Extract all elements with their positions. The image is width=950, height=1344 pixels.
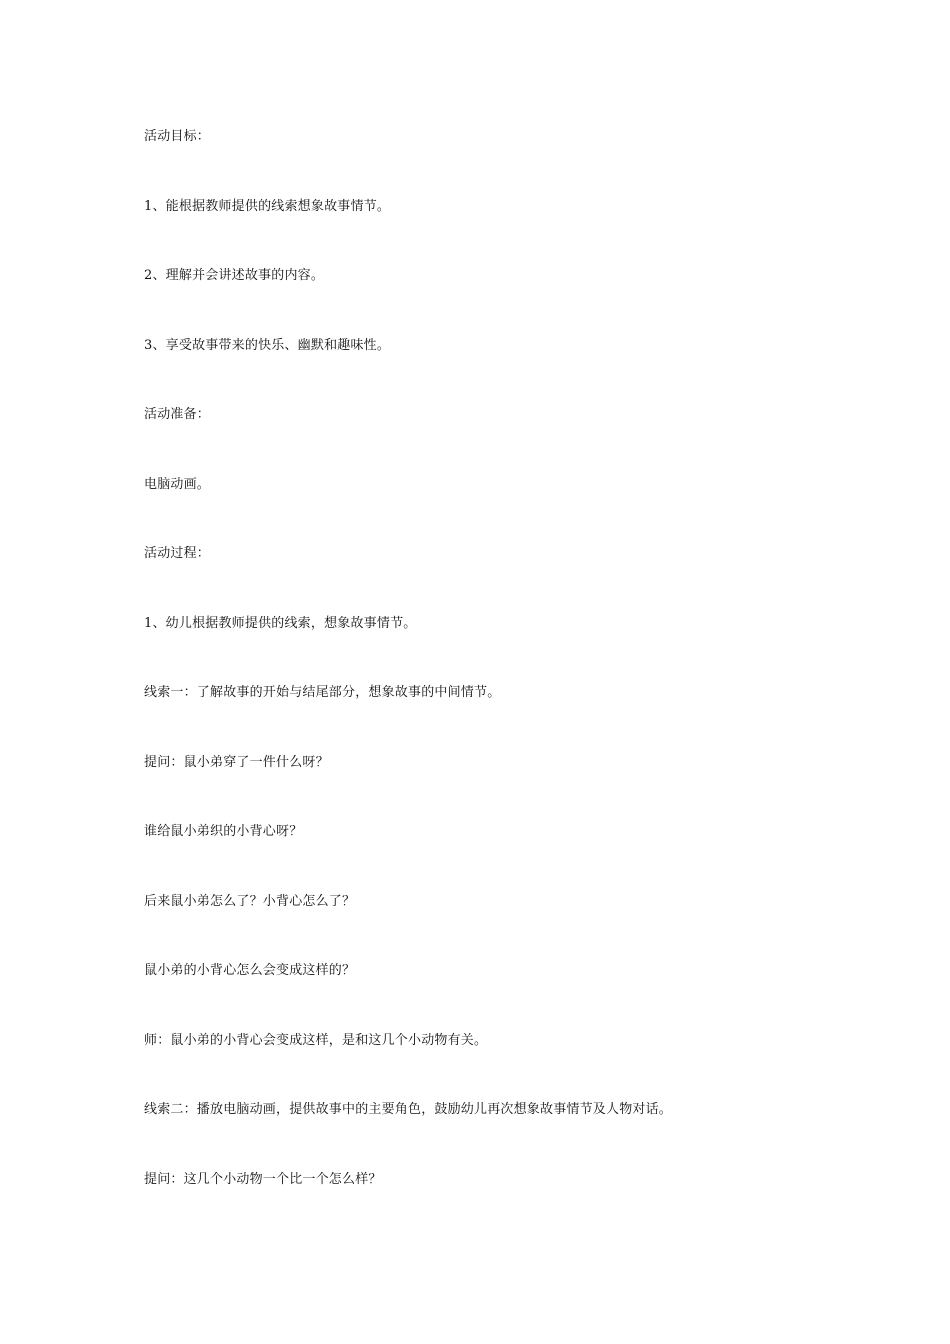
preparation-text: 电脑动画。: [144, 476, 211, 492]
heading-activity-preparation: 活动准备：: [144, 407, 211, 422]
goal-item-1: 1、能根据教师提供的线索想象故事情节。: [144, 198, 391, 214]
question-2: 谁给鼠小弟织的小背心呀？: [144, 824, 303, 839]
question-4: 鼠小弟的小背心怎么会变成这样的？: [144, 963, 356, 978]
clue-one: 线索一：了解故事的开始与结尾部分，想象故事的中间情节。: [144, 685, 501, 700]
question-1: 提问：鼠小弟穿了一件什么呀？: [144, 754, 329, 770]
question-3: 后来鼠小弟怎么了？小背心怎么了？: [144, 893, 356, 909]
heading-activity-goals: 活动目标：: [144, 129, 211, 144]
goal-item-2: 2、理解并会讲述故事的内容。: [144, 268, 325, 283]
goal-item-3: 3、享受故事带来的快乐、幽默和趣味性。: [144, 337, 391, 353]
heading-activity-process: 活动过程：: [144, 546, 211, 561]
process-step-1: 1、幼儿根据教师提供的线索，想象故事情节。: [144, 615, 417, 631]
clue-two: 线索二：播放电脑动画，提供故事中的主要角色，鼓励幼儿再次想象故事情节及人物对话。: [144, 1102, 673, 1117]
question-5: 提问：这几个小动物一个比一个怎么样？: [144, 1171, 382, 1187]
document-body: [144, 127, 824, 1239]
teacher-remark: 师：鼠小弟的小背心会变成这样，是和这几个小动物有关。: [144, 1032, 488, 1048]
